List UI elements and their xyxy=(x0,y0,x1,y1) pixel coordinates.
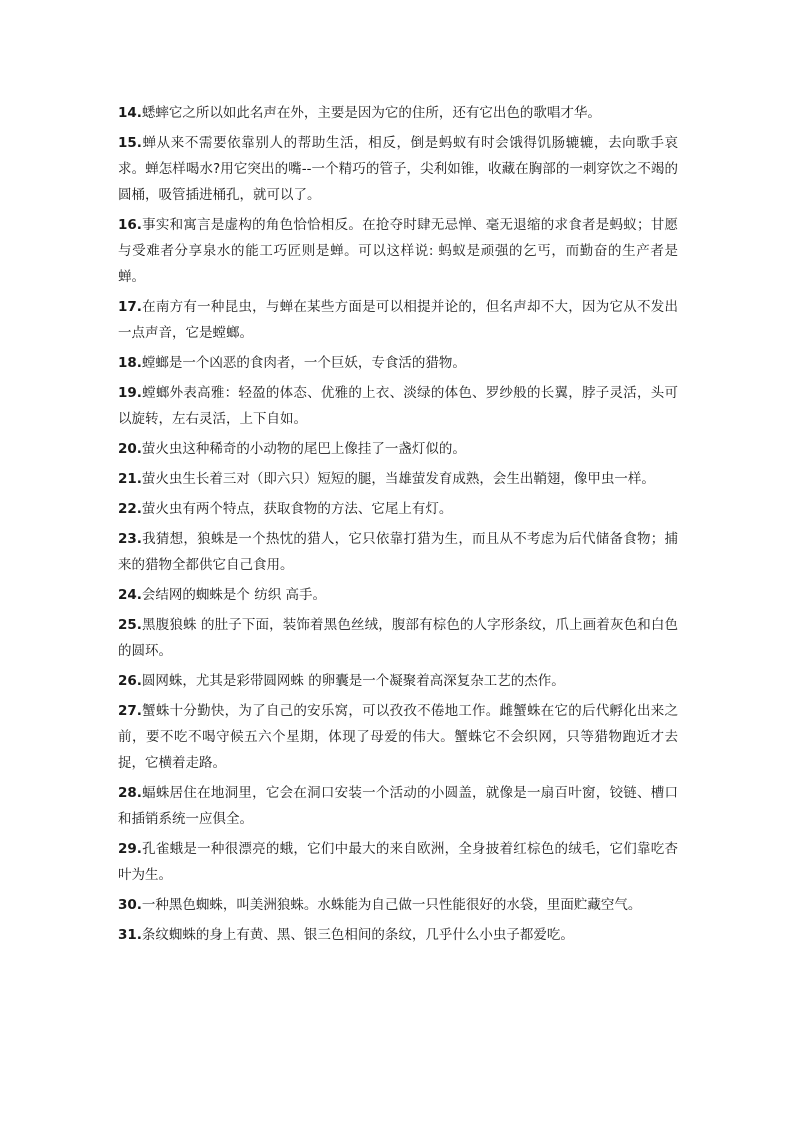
list-item xyxy=(118,380,678,432)
list-item xyxy=(118,496,678,522)
item-number: 31. xyxy=(118,927,142,943)
item-text: 蝠蛛居住在地洞里，它会在洞口安装一个活动的小圆盖，就像是一扇百叶窗，铰链、槽口和插销系统一应俱全。 xyxy=(118,785,678,827)
item-number: 23. xyxy=(118,531,142,547)
item-number: 27. xyxy=(118,703,142,719)
item-text: 蟋蟀它之所以如此名声在外，主要是因为它的住所，还有它出色的歌唱才华。 xyxy=(141,105,601,121)
item-text: 黑腹狼蛛 的肚子下面，装饰着黑色丝绒，腹部有棕色的人字形条纹，爪上画着灰色和白色的圆环。 xyxy=(118,617,678,659)
item-number: 17. xyxy=(118,299,142,315)
list-item xyxy=(118,836,678,888)
list-item xyxy=(118,612,678,664)
item-number: 18. xyxy=(118,355,142,371)
item-text: 事实和寓言是虚构的角色恰恰相反。在抢夺时肆无忌惮、毫无退缩的求食者是蚂蚁；甘愿与受难者分享泉水的能工巧匠则是蝉。可以这样说: 蚂蚁是顽强的乞丐，而勤奋的生产者是蝉。 xyxy=(118,217,678,285)
item-text: 萤火虫生长着三对（即六只）短短的腿，当雄萤发育成熟，会生出鞘翅，像甲虫一样。 xyxy=(141,471,655,487)
list-item xyxy=(118,350,678,376)
item-text: 圆网蛛，尤其是彩带圆网蛛 的卵囊是一个凝聚着高深复杂工艺的杰作。 xyxy=(141,673,565,689)
list-item xyxy=(118,100,678,126)
list-item xyxy=(118,780,678,832)
item-number: 26. xyxy=(118,673,142,689)
item-number: 25. xyxy=(118,617,142,633)
document-body xyxy=(118,100,678,952)
item-number: 30. xyxy=(118,897,142,913)
item-text: 萤火虫有两个特点，获取食物的方法、它尾上有灯。 xyxy=(141,501,453,517)
item-text: 蟹蛛十分勤快，为了自己的安乐窝，可以孜孜不倦地工作。雌蟹蛛在它的后代孵化出来之前，要不吃不喝守候五六个星期，体现了母爱的伟大。蟹蛛它不会织网，只等猎物跑近才去捉，它横着走路。 xyxy=(118,703,678,771)
item-text: 萤火虫这种稀奇的小动物的尾巴上像挂了一盏灯似的。 xyxy=(141,441,466,457)
item-text: 会结网的蜘蛛是个 纺织 高手。 xyxy=(141,587,327,603)
item-text: 条纹蜘蛛的身上有黄、黑、银三色相间的条纹，几乎什么小虫子都爱吃。 xyxy=(141,927,574,943)
item-text: 我猜想，狼蛛是一个热忱的猎人，它只依靠打猎为生，而且从不考虑为后代储备食物；捕来的猎物全都供它自己食用。 xyxy=(118,531,678,573)
item-number: 19. xyxy=(118,385,142,401)
item-text: 螳螂外表高雅：轻盈的体态、优雅的上衣、淡绿的体色、罗纱般的长翼，脖子灵活，头可以旋转，左右灵活，上下自如。 xyxy=(118,385,678,427)
list-item xyxy=(118,212,678,290)
item-text: 螳螂是一个凶恶的食肉者，一个巨妖，专食活的猎物。 xyxy=(141,355,466,371)
list-item xyxy=(118,668,678,694)
list-item xyxy=(118,436,678,462)
list-item xyxy=(118,698,678,776)
item-number: 15. xyxy=(118,135,142,151)
item-text: 蝉从来不需要依靠别人的帮助生活，相反，倒是蚂蚁有时会饿得饥肠辘辘，去向歌手哀求。蝉怎样喝水?用它突出的嘴--一个精巧的管子，尖利如锥，收藏在胸部的一刺穿饮之不竭的圆桶，吸管插进桶孔，就可以了。 xyxy=(118,135,678,203)
item-number: 16. xyxy=(118,217,142,233)
item-text: 一种黑色蜘蛛，叫美洲狼蛛。水蛛能为自己做一只性能很好的水袋，里面贮藏空气。 xyxy=(141,897,642,913)
item-text: 孔雀蛾是一种很漂亮的蛾，它们中最大的来自欧洲，全身披着红棕色的绒毛，它们靠吃杏叶为生。 xyxy=(118,841,678,883)
item-number: 24. xyxy=(118,587,142,603)
item-number: 20. xyxy=(118,441,142,457)
list-item xyxy=(118,892,678,918)
list-item xyxy=(118,922,678,948)
item-number: 14. xyxy=(118,105,142,121)
list-item xyxy=(118,582,678,608)
item-number: 21. xyxy=(118,471,142,487)
item-number: 29. xyxy=(118,841,142,857)
item-number: 22. xyxy=(118,501,142,517)
list-item xyxy=(118,294,678,346)
list-item xyxy=(118,466,678,492)
list-item xyxy=(118,526,678,578)
list-item xyxy=(118,130,678,208)
item-number: 28. xyxy=(118,785,142,801)
item-text: 在南方有一种昆虫，与蝉在某些方面是可以相提并论的，但名声却不大，因为它从不发出一点声音，它是螳螂。 xyxy=(118,299,678,341)
